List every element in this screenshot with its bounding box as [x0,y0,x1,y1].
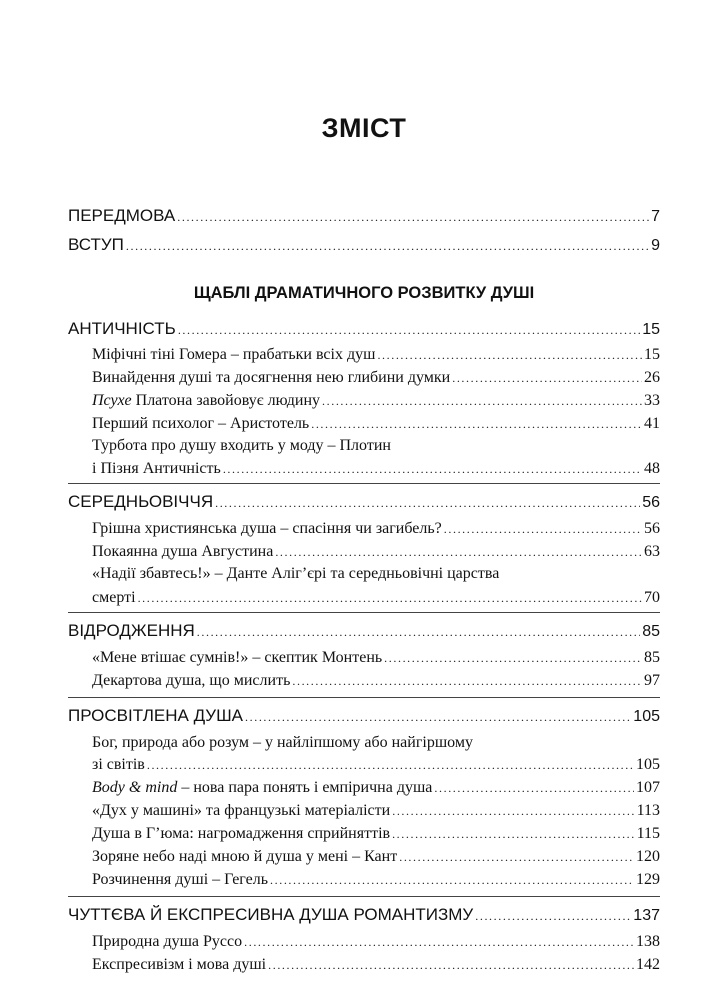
toc-entry-line1[interactable]: Бог, природа або розум – у найліпшому або найгіршому [92,734,473,751]
toc-page-number: 137 [633,907,660,924]
toc-entry-label [92,389,320,413]
toc-page-number: 97 [644,672,660,689]
toc-entry[interactable] [92,646,660,670]
toc-section-label: ПРОСВІТЛЕНА ДУША [68,706,244,725]
toc-page-number: 120 [636,848,660,865]
toc-page-number: 105 [636,756,660,773]
toc-entry-line1[interactable]: Турбота про душу входить у моду – Плотин [92,437,391,454]
toc-entry-label: «Дух у машині» та французькі матеріалісти [92,802,391,819]
dot-leader [275,540,642,564]
dot-leader [244,930,634,954]
dot-leader [270,868,634,892]
toc-page-number: 107 [636,779,660,796]
toc-section-renaissance[interactable] [68,619,660,643]
toc-page-number: 105 [633,708,660,725]
toc-entry-label: «Мене втішає сумнів!» – скептик Монтень [92,649,383,666]
toc-entry[interactable] [92,366,660,390]
toc-page-number: 85 [642,623,660,640]
toc-entry-label: Перший психолог – Аристотель [92,415,310,432]
toc-page-number: 26 [644,369,660,386]
toc-entry[interactable] [92,389,660,413]
toc-entry[interactable] [92,868,660,892]
toc-page-number: 56 [644,520,660,537]
dot-leader [245,705,631,729]
toc-entry-label: Розчинення душі – Гегель [92,871,269,888]
dot-leader [452,366,642,390]
toc-section-romanticism[interactable] [68,903,660,927]
toc-section-label: АНТИЧНІСТЬ [68,319,176,338]
toc-page-number: 70 [644,589,660,606]
dot-leader [392,799,634,823]
section-divider [68,896,660,897]
toc-page-number: 9 [651,237,660,254]
dot-leader [178,318,640,342]
toc-entry-label: Винайдення душі та досягнення нею глибини думки [92,369,451,386]
dot-leader [384,646,642,670]
section-divider [68,483,660,484]
toc-entry[interactable] [92,953,660,977]
dot-leader [215,491,640,515]
toc-entry[interactable] [92,517,660,541]
toc-entry-label: зі світів [92,756,145,773]
toc-section-label: ВІДРОДЖЕННЯ [68,621,195,640]
toc-entry[interactable] [92,845,660,869]
toc-entry-label: і Пізня Античність [92,460,221,477]
toc-section-label: СЕРЕДНЬОВІЧЧЯ [68,492,214,511]
toc-entry-label: Грішна християнська душа – спасіння чи загибель? [92,520,442,537]
toc-section-enlightened[interactable] [68,704,660,728]
dot-leader [292,669,642,693]
toc-entry-line1[interactable]: «Надії збавтесь!» – Данте Аліг’єрі та середньовічні царства [92,565,500,582]
toc-entry-label: Природна душа Руссо [92,933,243,950]
toc-entry-label: Експресивізм і мова душі [92,956,267,973]
dot-leader [177,205,649,229]
toc-entry-label: смерті [92,589,136,606]
toc-entry[interactable] [92,586,660,610]
italic-term: Псухе [92,392,132,409]
toc-page-number: 15 [642,321,660,338]
toc-page-number: 56 [642,494,660,511]
part-title: ЩАБЛІ ДРАМАТИЧНОГО РОЗВИТКУ ДУШІ [193,284,535,302]
toc-page-number: 7 [651,208,660,225]
toc-entry-label: ПЕРЕДМОВА [68,206,176,225]
toc-page-number: 85 [644,649,660,666]
toc-page-number: 113 [636,802,660,819]
toc-entry-label: ВСТУП [68,235,124,254]
toc-entry-label-rest: – нова пара понять і емпірична душа [177,779,433,796]
page-title: ЗМІСТ [321,113,407,143]
dot-leader [434,776,634,800]
toc-entry[interactable] [92,343,660,367]
dot-leader [223,457,642,481]
toc-page-number: 115 [636,825,660,842]
dot-leader [399,845,634,869]
dot-leader [197,620,640,644]
toc-entry[interactable] [92,776,660,800]
toc-page-number: 63 [644,543,660,560]
toc-section-antiquity[interactable] [68,317,660,341]
toc-entry[interactable] [92,930,660,954]
dot-leader [268,953,634,977]
toc-entry[interactable] [92,753,660,777]
section-divider [68,612,660,613]
toc-entry-label: Душа в Г’юма: нагромадження сприйняттів [92,825,391,842]
italic-term: Body & mind [92,779,178,796]
toc-entry-label: Декартова душа, що мислить [92,672,291,689]
toc-entry-label-rest: Платона завойовує людину [131,392,321,409]
dot-leader [444,517,642,541]
toc-section-label: ЧУТТЄВА Й ЕКСПРЕСИВНА ДУША РОМАНТИЗМУ [68,905,474,924]
toc-entry[interactable] [92,799,660,823]
toc-entry-label [92,776,432,800]
toc-entry[interactable] [92,822,660,846]
toc-page-number: 142 [636,956,660,973]
dot-leader [392,822,635,846]
toc-section-middle-ages[interactable] [68,490,660,514]
dot-leader [147,753,634,777]
toc-entry-label: Міфічні тіні Гомера – прабатьки всіх душ [92,346,376,363]
toc-entry-label: Покаянна душа Августина [92,543,274,560]
toc-entry-preface[interactable] [68,204,660,228]
toc-page-number: 129 [636,871,660,888]
dot-leader [475,904,631,928]
toc-entry[interactable] [92,540,660,564]
toc-page-number: 138 [636,933,660,950]
toc-page-number: 15 [644,346,660,363]
dot-leader [138,586,642,610]
toc-entry-introduction[interactable] [68,233,660,257]
toc-entry-label: Зоряне небо наді мною й душа у мені – Кант [92,848,398,865]
dot-leader [311,412,642,436]
toc-page-number: 33 [644,392,660,409]
toc-page-number: 48 [644,460,660,477]
toc-entry[interactable] [92,412,660,436]
dot-leader [377,343,642,367]
dot-leader [322,389,642,413]
dot-leader [126,234,649,258]
toc-entry[interactable] [92,457,660,481]
toc-page-number: 41 [644,415,660,432]
section-divider [68,697,660,698]
toc-entry[interactable] [92,669,660,693]
